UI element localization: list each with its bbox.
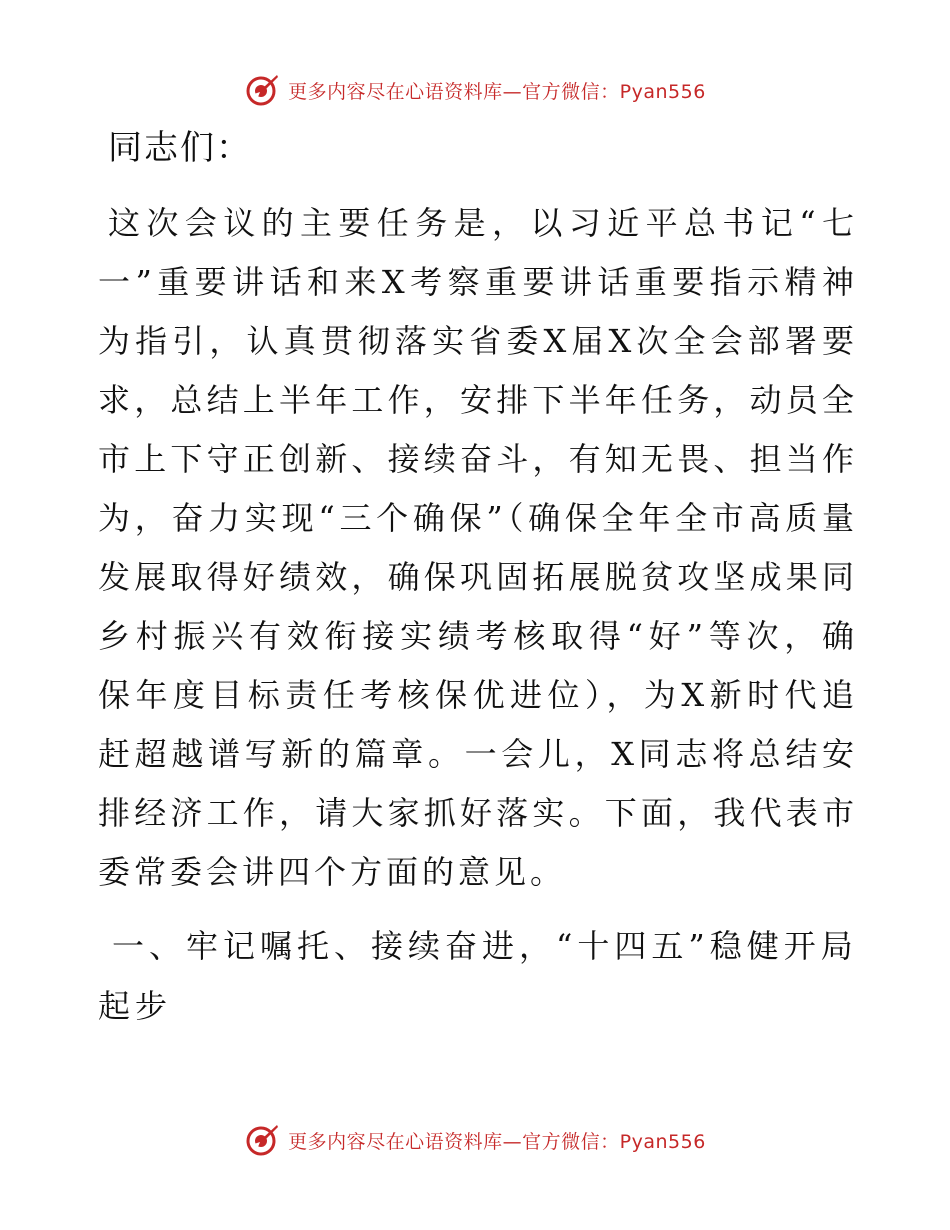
pen-seal-icon xyxy=(244,72,280,108)
watermark-text: 更多内容尽在心语资料库—官方微信：Pyan556 xyxy=(288,80,706,103)
opening-paragraph xyxy=(98,194,858,902)
section-heading-1-text: 一、牢记嘱托、接续奋进，“十四五”稳健开局起步 xyxy=(98,927,858,1025)
opening-paragraph-text: 这次会议的主要任务是，以习近平总书记“七一”重要讲话和来X考察重要讲话重要指示精神为指引，认真贯彻落实省委X届X次全会部署要求，总结上半年工作，安排下半年任务，动员全市上下守正创新、接续奋斗，有知无畏、担当作为，奋力实现“三个确保”（确保全年全市高质量发展取得好绩效，确保巩固拓展脱贫攻坚成果同乡村振兴有效衔接实绩考核取得“好”等次，确保年度目标责任考核保优进位），为X新时代追赶超越谱写新的篇章。一会儿，X同志将总结安排经济工作，请大家抓好落实。下面，我代表市委常委会讲四个方面的意见。 xyxy=(98,204,858,891)
watermark-banner-bottom xyxy=(0,1120,950,1160)
section-heading-1 xyxy=(98,916,858,1036)
document-body xyxy=(98,122,858,1036)
watermark-text: 更多内容尽在心语资料库—官方微信：Pyan556 xyxy=(288,1130,706,1153)
salutation: 同志们： xyxy=(108,128,252,168)
watermark-banner-top xyxy=(0,70,950,110)
pen-seal-icon xyxy=(244,1122,280,1158)
